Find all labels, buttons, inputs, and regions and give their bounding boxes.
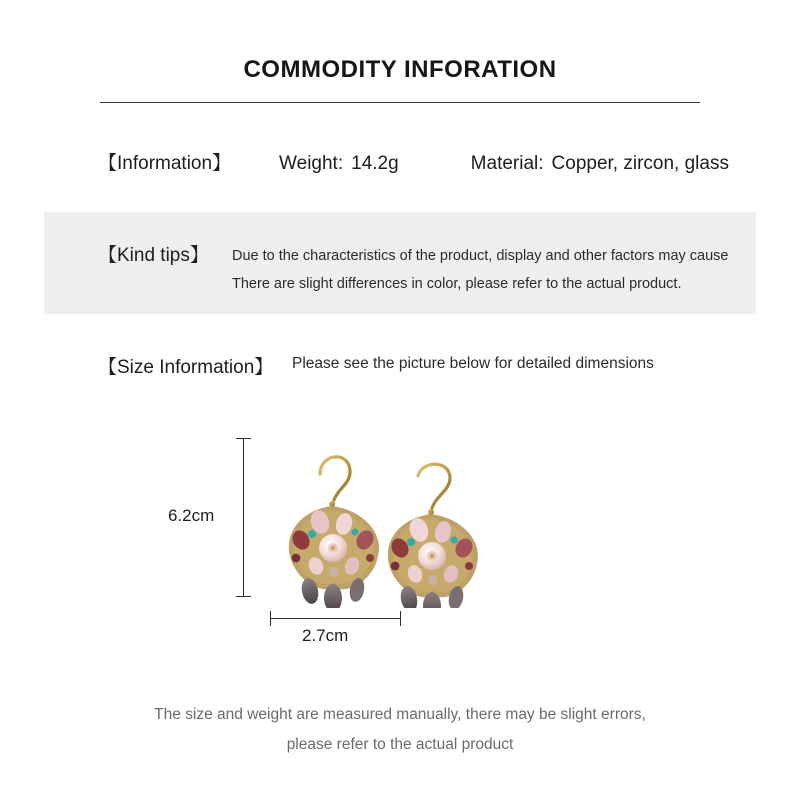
material-value: Copper, zircon, glass [551,153,729,174]
width-measure-cap-right [400,611,401,626]
information-row [98,148,738,182]
footnote [0,700,800,760]
right-earring [388,464,478,608]
width-measure-line [270,618,400,619]
height-measure-label: 6.2cm [168,506,215,525]
kind-tips-line-1: Due to the characteristics of the product, display and other factors may cause [232,248,729,264]
height-measure-line [243,438,244,596]
height-measure-cap-top [236,438,251,439]
title-divider [100,102,700,103]
weight-value: 14.2g [351,153,399,174]
size-information-label: 【Size Information】 [98,357,274,378]
footnote-line-2: please refer to the actual product [286,736,514,753]
kind-tips-text [232,242,742,298]
width-measure-cap-left [270,611,271,626]
footnote-line-1: The size and weight are measured manually, there may be slight errors, [154,706,646,723]
weight-label: Weight: [279,153,344,174]
height-measure-cap-bottom [236,596,251,597]
left-earring [289,457,379,608]
page-title: COMMODITY INFORATION [243,56,557,83]
size-information-hint: Please see the picture below for detailed dimensions [292,355,654,372]
earrings-image [260,428,510,613]
material-label: Material: [470,153,544,174]
kind-tips-line-2: There are slight differences in color, please refer to the actual product. [232,276,682,292]
width-measure-label: 2.7cm [302,626,349,645]
product-figure [168,428,570,658]
information-label: 【Information】 [98,153,232,174]
kind-tips-label: 【Kind tips】 [98,245,209,266]
